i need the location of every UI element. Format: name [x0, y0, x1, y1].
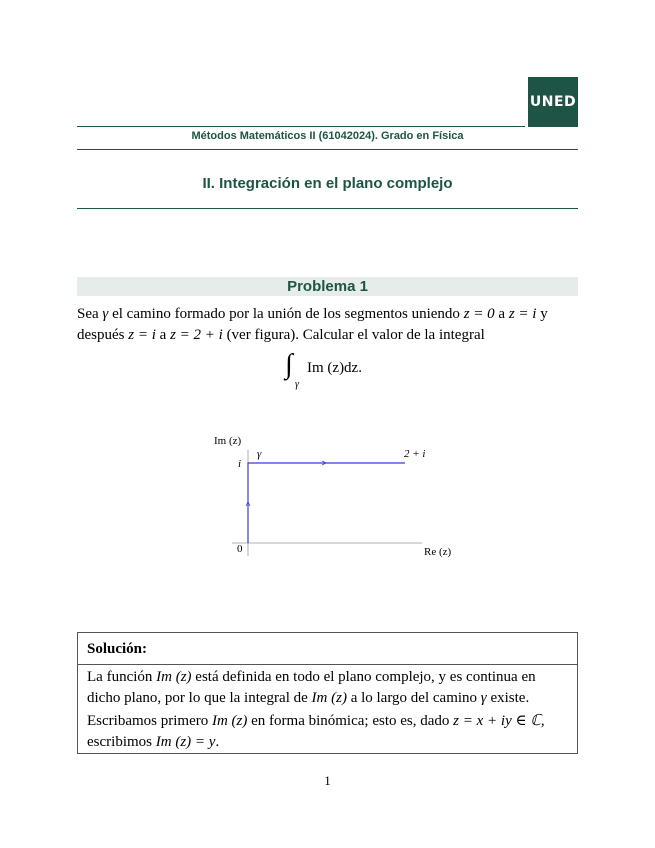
- endpoint-label: 2 + i: [404, 448, 426, 460]
- imag-axis-label: Im (z): [214, 435, 242, 447]
- solution-box: [77, 632, 578, 754]
- origin-label: 0: [237, 543, 243, 555]
- chapter-title: II. Integración en el plano complejo: [202, 175, 453, 192]
- statement-line-2: después z = i a z = 2 + i (ver figura). Calcular el valor de la integral: [77, 327, 485, 343]
- integral-sign: ∫: [285, 349, 293, 380]
- i-label: i: [238, 458, 242, 470]
- course-title: Métodos Matemáticos II (61042024). Grado en Física: [191, 130, 464, 142]
- real-axis-label: Re (z): [424, 546, 452, 558]
- problem-heading: Problema 1: [77, 277, 578, 296]
- gamma-label: γ: [257, 448, 262, 460]
- page-number: 1: [324, 773, 331, 788]
- uned-logo: UNED: [528, 77, 578, 127]
- statement-line-1: Sea γ el camino formado por la unión de los segmentos uniendo z = 0 a z = i y: [77, 306, 548, 322]
- integral-subscript: γ: [295, 379, 299, 390]
- solution-title: Solución:: [87, 641, 148, 657]
- integral-body: Im (z)dz.: [307, 360, 362, 376]
- solution-paragraph-2: Escribamos primero Im (z) en forma binómica; esto es, dado z = x + iy ∈ ℂ, escribimos Im (z) = y.: [87, 713, 545, 750]
- solution-divider: [78, 664, 577, 665]
- solution-paragraph-1: La función Im (z) está definida en todo el plano complejo, y es continua en dicho plano, por lo que la integral de Im (z) a lo largo del camino γ existe.: [87, 669, 536, 706]
- gamma-path: [248, 463, 405, 543]
